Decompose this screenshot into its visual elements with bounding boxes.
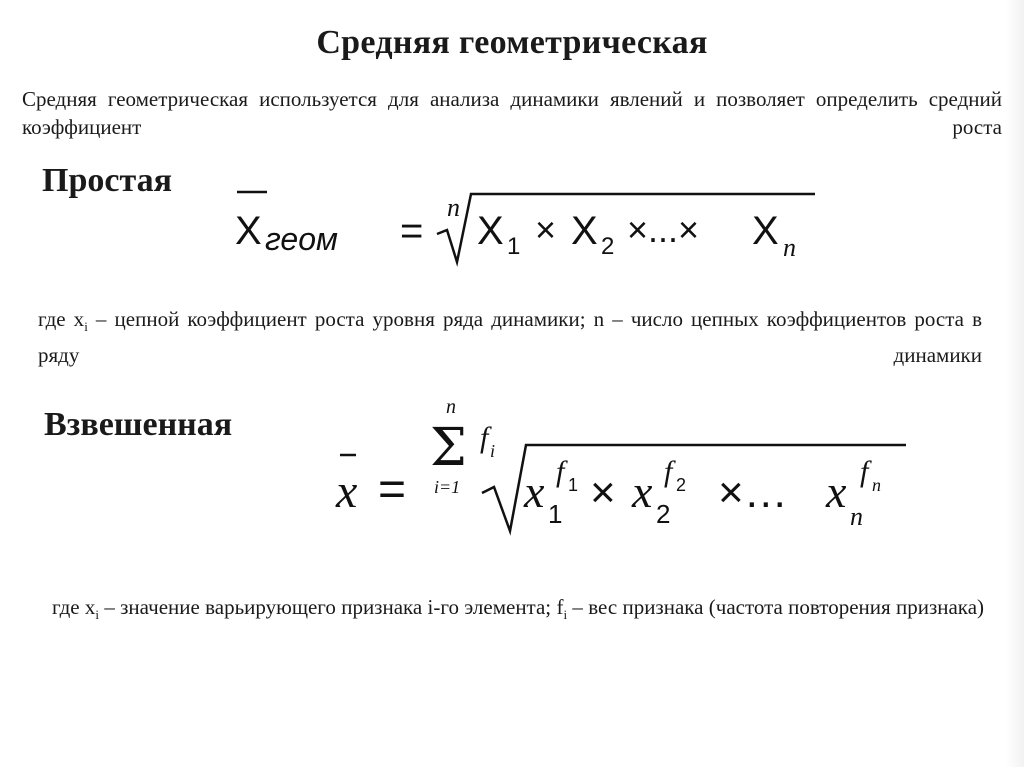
times-ellipsis: ×...× — [627, 209, 700, 250]
term-2-sub: 2 — [601, 233, 615, 260]
term-1-exp-index: 1 — [568, 475, 579, 495]
term-1-sub: 1 — [507, 233, 521, 260]
lhs-symbol: X — [235, 209, 262, 253]
lhs-subscript: геом — [265, 221, 338, 257]
term-2: x — [632, 466, 653, 517]
simple-heading: Простая — [42, 162, 172, 199]
simple-formula — [225, 180, 825, 270]
equals-sign: = — [400, 209, 424, 253]
sum-symbol: Σ — [430, 418, 467, 478]
weighted-note-index: i — [95, 607, 100, 623]
weighted-note-prefix: где x — [52, 595, 96, 619]
term-1-sub: 1 — [548, 499, 563, 529]
simple-formula-svg — [225, 180, 825, 270]
term-1: X — [477, 209, 504, 253]
weighted-formula — [330, 395, 910, 545]
term-1: x — [524, 466, 545, 517]
term-n-sub: n — [783, 233, 796, 262]
term-2: X — [571, 209, 598, 253]
term-n: x — [826, 466, 847, 517]
simple-note-rest: – цепной коэффициент роста уровня ряда динамики; n – число цепных коэффициентов роста в ряду динамики — [38, 307, 982, 368]
slide-title: Средняя геометрическая — [316, 24, 708, 61]
intro-text: Средняя геометрическая используется для анализа динамики явлений и позволяет определить средний коэффициент роста — [22, 87, 1002, 139]
times-sign-1: × — [535, 209, 557, 250]
term-2-exp-index: 2 — [676, 475, 687, 495]
times-ellipsis: ×… — [718, 468, 788, 517]
weighted-formula-svg — [330, 395, 910, 545]
simple-note-index: i — [84, 319, 88, 335]
term-n-sub: n — [850, 502, 863, 531]
slide-edge-shadow — [1006, 0, 1024, 767]
root-index: n — [447, 193, 460, 222]
simple-note-prefix: где x — [38, 307, 85, 331]
equals-sign: = — [378, 463, 407, 516]
weighted-heading: Взвешенная — [44, 406, 233, 443]
weight-index: i — [490, 441, 496, 461]
weighted-note — [52, 593, 984, 629]
term-n: X — [752, 209, 779, 253]
sum-upper: n — [446, 396, 456, 418]
weighted-note-rest: – вес признака (частота повторения признака) — [567, 595, 985, 619]
lhs-symbol: x — [336, 465, 358, 518]
sum-lower: i=1 — [434, 477, 461, 497]
weight: f — [480, 421, 489, 454]
simple-note — [38, 305, 982, 369]
times-sign-1: × — [590, 468, 616, 517]
term-2-sub: 2 — [656, 499, 671, 529]
term-n-exp-index: n — [872, 475, 881, 495]
term-1-exp: f — [556, 455, 565, 488]
weighted-note-index-2: i — [563, 607, 568, 623]
term-n-exp: f — [860, 455, 869, 488]
weighted-note-mid: – значение варьирующего признака i-го элемента; f — [99, 595, 564, 619]
term-2-exp: f — [664, 455, 673, 488]
